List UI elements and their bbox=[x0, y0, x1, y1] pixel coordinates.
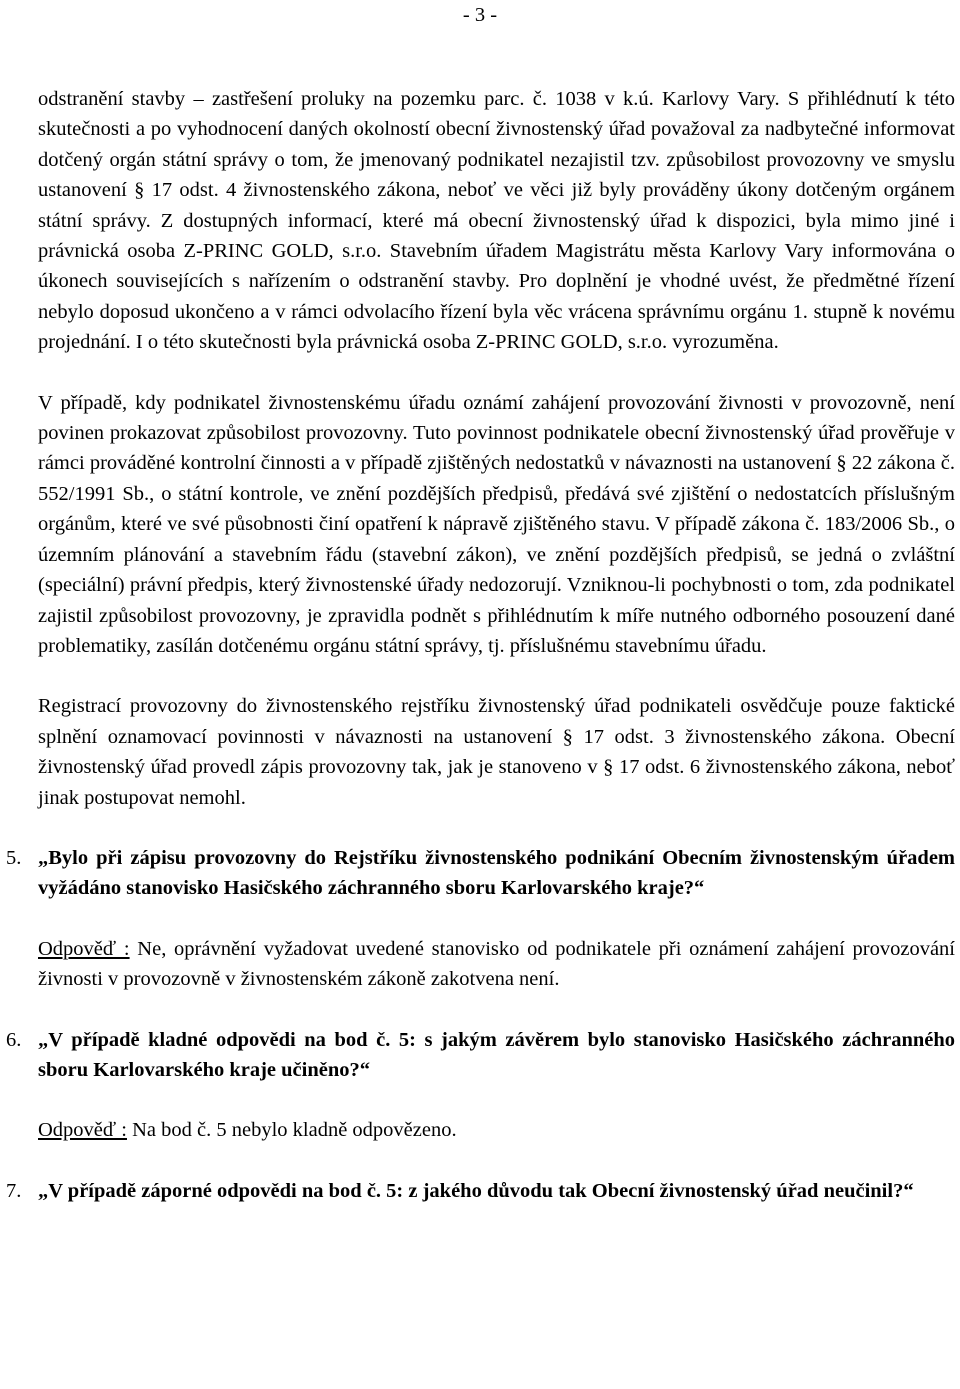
question-number: 6. bbox=[6, 1028, 22, 1051]
question-5 bbox=[6, 843, 955, 904]
paragraph-2: V případě, kdy podnikatel živnostenskému úřadu oznámí zahájení provozování živnosti v provozovně, není povinen prokazovat způsobilost provozovny. Tuto povinnost podnikatele obecní živnostenský úřad prověřuje v rámci prováděné kontrolní činnosti a v případě zjištěných nedostatků v návaznosti na ustanovení § 22 zákona č. 552/1991 Sb., o státní kontrole, ve znění pozdějších předpisů, předává své zjištění o nedostatcích příslušným orgánům, které ve své působnosti činí opatření k nápravě zjištěného stavu. V případě zákona č. 183/2006 Sb., o územním plánování a stavebním řádu (stavební zákon), ve znění pozdějších předpisů, se jedná o zvláštní (speciální) právní předpis, který živnostenské úřady nedozorují. Vzniknou-li pochybnosti o tom, zda podnikatel zajistil způsobilost provozovny, je zpravidla podnět s přihlédnutím k míře nutného odborného posouzení dané problematiky, zasílán dotčenému orgánu státní správy, tj. příslušnému stavebnímu úřadu. bbox=[38, 391, 955, 657]
paragraph-1: odstranění stavby – zastřešení proluky na pozemku parc. č. 1038 v k.ú. Karlovy Vary. S přihlédnutí k této skutečnosti a po vyhodnocení daných okolností obecní živnostenský úřad považoval za nadbytečné informovat dotčený orgán státní správy o tom, že jmenovaný podnikatel nezajistil tzv. způsobilost provozovny ve smyslu ustanovení § 17 odst. 4 živnostenského zákona, neboť ve věci již byly prováděny úkony dotčeným orgánem státní správy. Z dostupných informací, které má obecní živnostenský úřad k dispozici, byla mimo jiné i právnická osoba Z-PRINC GOLD, s.r.o. Stavebním úřadem Magistrátu města Karlovy Vary informována o úkonech souvisejících s nařízením o odstranění stavby. Pro doplnění je vhodné uvést, že předmětné řízení nebylo doposud ukončeno a v rámci odvolacího řízení byla věc vrácena správnímu orgánu 1. stupně k novému projednání. I o této skutečnosti byla právnická osoba Z-PRINC GOLD, s.r.o. vyrozuměna. bbox=[38, 88, 955, 354]
question-text: „Bylo při zápisu provozovny do Rejstříku živnostenského podnikání Obecním živnostenským úřadem vyžádáno stanovisko Hasičského záchranného sboru Karlovarského kraje?“ bbox=[38, 846, 955, 900]
answer-text: Na bod č. 5 nebylo kladně odpovězeno. bbox=[126, 1119, 457, 1142]
question-text: „V případě záporné odpovědi na bod č. 5: z jakého důvodu tak Obecní živnostenský úřad neučinil?“ bbox=[38, 1179, 914, 1202]
question-number: 7. bbox=[6, 1179, 22, 1202]
answer-label: Odpověď : bbox=[38, 937, 130, 960]
answer-label: Odpověď : bbox=[38, 1119, 127, 1142]
paragraph-3: Registrací provozovny do živnostenského rejstříku živnostenský úřad podnikateli osvědčuje pouze faktické splnění oznamovací povinnosti v návaznosti na ustanovení § 17 odst. 3 živnostenského zákona. Obecní živnostenský úřad provedl zápis provozovny tak, jak je stanoveno v § 17 odst. 6 živnostenského zákona, neboť jinak postupovat nemohl. bbox=[38, 695, 955, 809]
answer-6 bbox=[38, 1115, 955, 1145]
question-text: „V případě kladné odpovědi na bod č. 5: s jakým závěrem bylo stanovisko Hasičského záchranného sboru Karlovarského kraje učiněno?“ bbox=[38, 1028, 955, 1081]
answer-5 bbox=[38, 934, 955, 995]
document-body bbox=[6, 84, 955, 1206]
question-7 bbox=[6, 1176, 955, 1206]
page-number: - 3 - bbox=[462, 4, 498, 26]
question-6 bbox=[6, 1025, 955, 1086]
question-number: 5. bbox=[6, 846, 22, 869]
answer-text: Ne, oprávnění vyžadovat uvedené stanovisko od podnikatele při oznámení zahájení provozování živnosti v provozovně v živnostenském zákoně zakotvena není. bbox=[38, 937, 955, 991]
